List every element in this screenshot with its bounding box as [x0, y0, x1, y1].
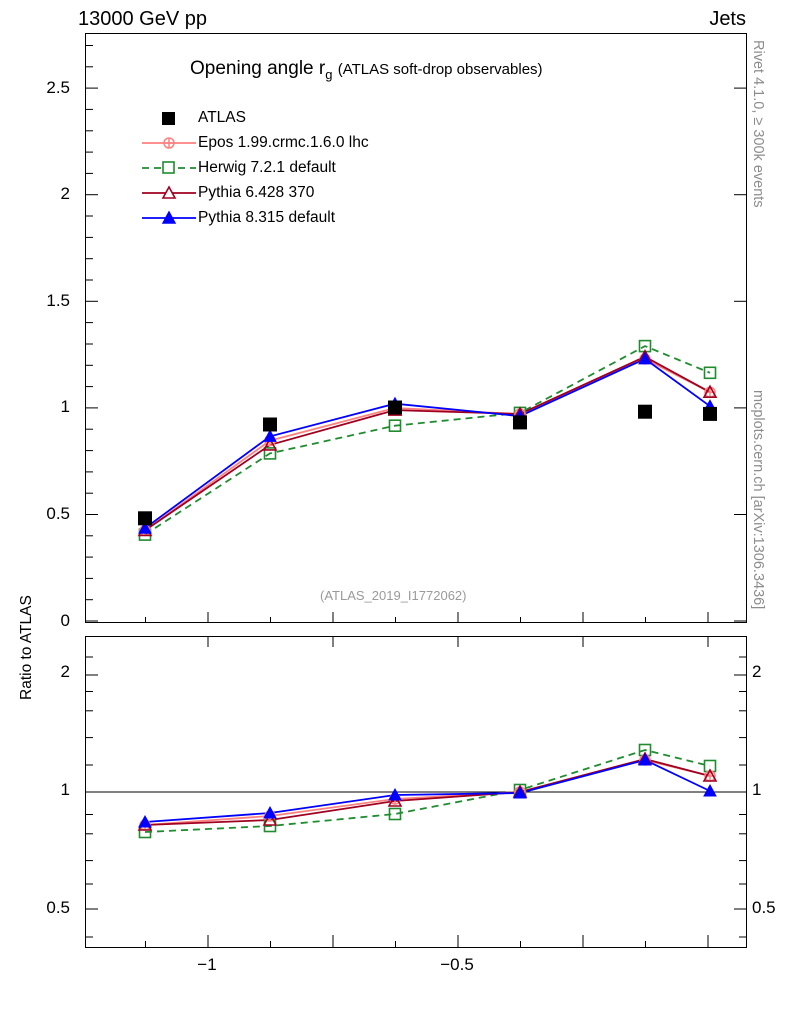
legend-marker-pythia8 — [140, 208, 198, 228]
ytick-0p5: 0.5 — [46, 504, 70, 523]
ratio-ytick-2-left: 2 — [60, 662, 70, 681]
ytick-0: 0 — [60, 611, 70, 630]
ratio-ytick-0p5-left: 0.5 — [46, 898, 70, 917]
series-markers-epos — [140, 354, 715, 536]
plot-title — [190, 58, 543, 82]
ratio-y-ticks-left — [86, 657, 98, 937]
series-markers-atlas — [138, 401, 717, 526]
legend-marker-epos — [140, 133, 198, 153]
series-markers-herwig — [140, 341, 716, 540]
legend-marker-herwig — [140, 158, 198, 178]
ratio-plot-canvas — [86, 637, 746, 947]
ratio-ytick-0p5-right: 0.5 — [752, 898, 776, 917]
legend-marker-atlas — [140, 108, 198, 128]
legend-marker-pythia6 — [140, 183, 198, 203]
ratio-plot-frame — [85, 636, 747, 948]
x-axis-ticks-main — [146, 612, 709, 622]
xtick-minus0p5: −0.5 — [440, 955, 474, 974]
series-line-pythia8 — [145, 359, 710, 528]
plot-title-parenthetical: (ATLAS soft-drop observables) — [337, 61, 543, 78]
legend-label-herwig: Herwig 7.2.1 default — [198, 158, 336, 176]
legend-label-atlas: ATLAS — [198, 108, 246, 126]
y-axis-ticks-right — [734, 88, 746, 621]
header-analysis-type: Jets — [709, 8, 746, 30]
series-line-herwig — [145, 346, 710, 534]
ratio-line-pythia8 — [145, 760, 710, 822]
ytick-1p5: 1.5 — [46, 291, 70, 310]
ratio-y-ticks-right — [734, 657, 746, 937]
plot-title-subscript: g — [325, 66, 333, 82]
header-collision-energy: 13000 GeV pp — [78, 8, 207, 30]
legend-item-atlas[interactable] — [140, 105, 369, 130]
plot-title-main: Opening angle r — [190, 58, 326, 79]
series-markers-pythia6 — [139, 351, 716, 536]
xtick-minus1: −1 — [197, 955, 217, 974]
ytick-2: 2 — [60, 184, 70, 203]
ratio-ytick-2-right: 2 — [752, 662, 762, 681]
mcplots-reference-caption: mcplots.cern.ch [arXiv:1306.3436] — [750, 390, 766, 610]
ratio-ytick-1-left: 1 — [60, 780, 70, 799]
legend-item-pythia8[interactable] — [140, 205, 369, 230]
legend-label-pythia8: Pythia 8.315 default — [198, 208, 336, 226]
legend-label-epos: Epos 1.99.crmc.1.6.0 lhc — [198, 133, 369, 151]
series-line-epos — [145, 359, 710, 531]
ratio-y-axis-title: Ratio to ATLAS — [18, 595, 35, 700]
y-axis-ticks — [86, 46, 98, 622]
ratio-ytick-1-right: 1 — [752, 780, 762, 799]
legend — [140, 105, 369, 230]
legend-item-epos[interactable] — [140, 130, 369, 155]
series-line-pythia6 — [145, 357, 710, 531]
analysis-id-watermark: (ATLAS_2019_I1772062) — [320, 588, 467, 603]
legend-item-pythia6[interactable] — [140, 180, 369, 205]
rivet-version-caption: Rivet 4.1.0, ≥ 300k events — [750, 40, 766, 208]
series-markers-pythia8 — [139, 353, 716, 533]
ratio-markers-herwig — [140, 745, 716, 838]
ytick-2p5: 2.5 — [46, 78, 70, 97]
ytick-1: 1 — [60, 397, 70, 416]
legend-item-herwig[interactable] — [140, 155, 369, 180]
legend-label-pythia6: Pythia 6.428 370 — [198, 183, 315, 201]
